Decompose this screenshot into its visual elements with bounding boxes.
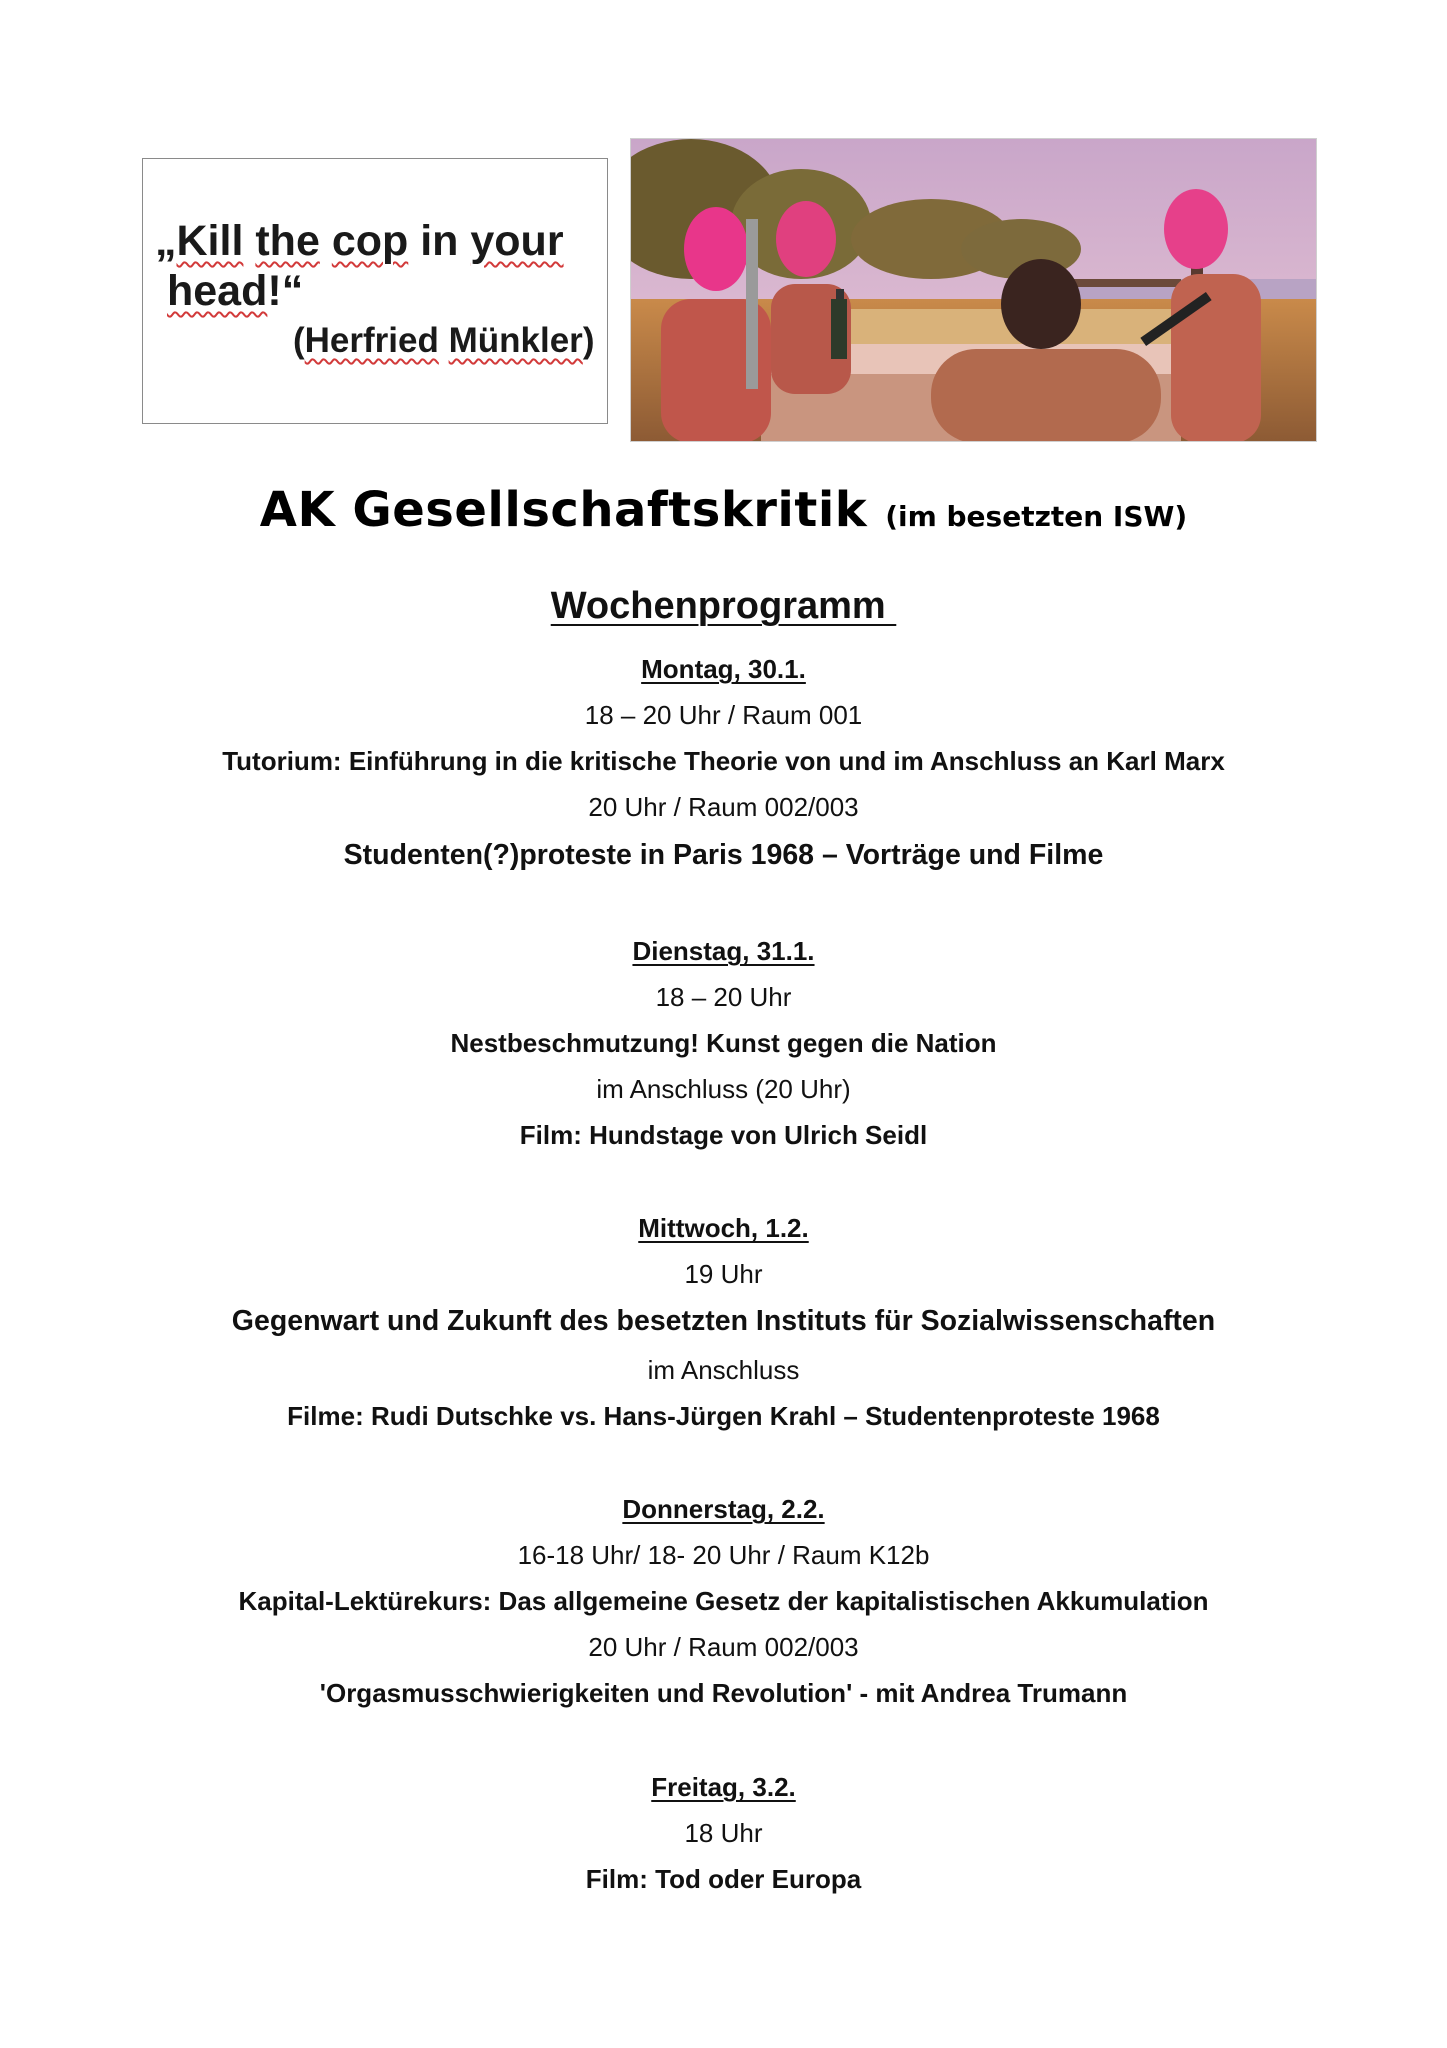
thursday-time-2: 20 Uhr / Raum 002/003 — [588, 1632, 859, 1662]
friday-event-1: Film: Tod oder Europa — [585, 1864, 862, 1894]
day-heading-tuesday: Dienstag, 31.1. — [632, 936, 815, 966]
tuesday-time-1: 18 – 20 Uhr — [655, 982, 792, 1012]
monday-time-2: 20 Uhr / Raum 002/003 — [588, 792, 859, 822]
quote-line-1: „Kill the cop in your — [155, 217, 564, 265]
title-sub: (im besetzten ISW) — [885, 500, 1188, 533]
wednesday-time-1: 19 Uhr — [684, 1259, 763, 1289]
monday-event-1: Tutorium: Einführung in die kritische Theorie von und im Anschluss an Karl Marx — [222, 746, 1225, 776]
friday-time-1: 18 Uhr — [684, 1818, 763, 1848]
header-photo-graphic — [631, 139, 1317, 442]
wednesday-time-2: im Anschluss — [647, 1355, 800, 1385]
thursday-time-1: 16-18 Uhr/ 18- 20 Uhr / Raum K12b — [517, 1540, 930, 1570]
thursday-event-1: Kapital-Lektürekurs: Das allgemeine Gesetz der kapitalistischen Akkumulation — [238, 1586, 1209, 1616]
page-title — [0, 482, 1447, 538]
quote-author: (Herfried Münkler) — [293, 321, 595, 360]
day-heading-thursday: Donnerstag, 2.2. — [622, 1494, 825, 1524]
wednesday-event-2: Filme: Rudi Dutschke vs. Hans-Jürgen Krahl – Studentenproteste 1968 — [287, 1401, 1160, 1431]
header-photo — [630, 138, 1317, 442]
wednesday-event-1: Gegenwart und Zukunft des besetzten Instituts für Sozialwissenschaften — [231, 1305, 1216, 1337]
day-heading-monday: Montag, 30.1. — [641, 654, 806, 684]
quote-box — [142, 158, 608, 424]
tuesday-event-2: Film: Hundstage von Ulrich Seidl — [519, 1120, 928, 1150]
tuesday-event-1: Nestbeschmutzung! Kunst gegen die Nation — [450, 1028, 997, 1058]
quote-line-2: head!“ — [167, 267, 304, 315]
monday-event-2: Studenten(?)proteste in Paris 1968 – Vorträge und Filme — [343, 839, 1104, 871]
monday-time-1: 18 – 20 Uhr / Raum 001 — [584, 700, 863, 730]
title-main: AK Gesellschaftskritik — [259, 482, 868, 538]
day-heading-friday: Freitag, 3.2. — [651, 1772, 796, 1802]
program-title: Wochenprogramm — [550, 585, 897, 627]
thursday-event-2: 'Orgasmusschwierigkeiten und Revolution' - mit Andrea Trumann — [319, 1678, 1128, 1708]
tuesday-time-2: im Anschluss (20 Uhr) — [596, 1074, 851, 1104]
day-heading-wednesday: Mittwoch, 1.2. — [638, 1213, 809, 1243]
